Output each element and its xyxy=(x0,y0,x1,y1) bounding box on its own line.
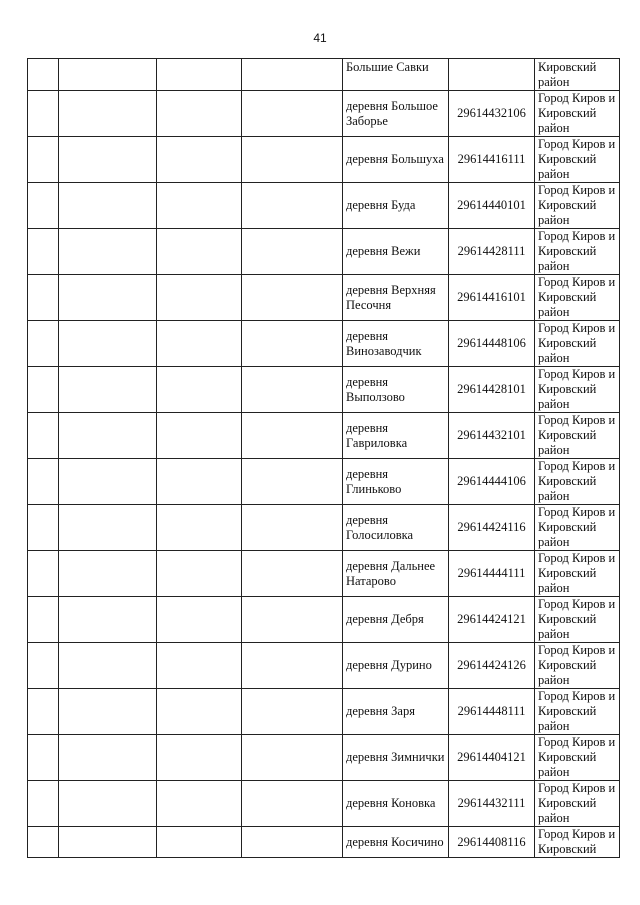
empty-cell xyxy=(28,275,59,321)
code-cell: 29614440101 xyxy=(449,183,535,229)
empty-cell xyxy=(157,735,242,781)
code-cell: 29614432111 xyxy=(449,781,535,827)
table-row xyxy=(28,229,620,275)
empty-cell xyxy=(59,689,157,735)
empty-cell xyxy=(242,597,343,643)
code-cell: 29614416111 xyxy=(449,137,535,183)
district-cell: Кировский район xyxy=(535,59,620,91)
code-cell: 29614424121 xyxy=(449,597,535,643)
empty-cell xyxy=(157,413,242,459)
code-cell: 29614404121 xyxy=(449,735,535,781)
code-cell: 29614424126 xyxy=(449,643,535,689)
settlement-cell: деревня Коновка xyxy=(343,781,449,827)
table-row xyxy=(28,367,620,413)
empty-cell xyxy=(28,827,59,858)
table-row xyxy=(28,275,620,321)
empty-cell xyxy=(242,183,343,229)
empty-cell xyxy=(242,229,343,275)
empty-cell xyxy=(28,597,59,643)
empty-cell xyxy=(242,689,343,735)
settlement-cell: деревня Дурино xyxy=(343,643,449,689)
empty-cell xyxy=(28,735,59,781)
settlement-cell: деревня Глиньково xyxy=(343,459,449,505)
settlement-cell: деревня Вежи xyxy=(343,229,449,275)
empty-cell xyxy=(59,91,157,137)
table-row xyxy=(28,551,620,597)
empty-cell xyxy=(28,137,59,183)
empty-cell xyxy=(59,551,157,597)
district-cell: Город Киров и Кировский район xyxy=(535,91,620,137)
code-cell: 29614444106 xyxy=(449,459,535,505)
settlements-table xyxy=(27,58,620,858)
code-cell: 29614444111 xyxy=(449,551,535,597)
district-cell: Город Киров и Кировский район xyxy=(535,643,620,689)
empty-cell xyxy=(28,689,59,735)
settlement-cell: деревня Буда xyxy=(343,183,449,229)
empty-cell xyxy=(59,59,157,91)
settlement-cell: деревня Гавриловка xyxy=(343,413,449,459)
empty-cell xyxy=(157,59,242,91)
district-cell: Город Киров и Кировский район xyxy=(535,597,620,643)
empty-cell xyxy=(59,643,157,689)
empty-cell xyxy=(157,597,242,643)
empty-cell xyxy=(157,459,242,505)
empty-cell xyxy=(28,183,59,229)
empty-cell xyxy=(157,827,242,858)
empty-cell xyxy=(59,367,157,413)
table-row xyxy=(28,781,620,827)
empty-cell xyxy=(59,413,157,459)
empty-cell xyxy=(157,551,242,597)
table-row xyxy=(28,505,620,551)
empty-cell xyxy=(59,735,157,781)
empty-cell xyxy=(242,275,343,321)
empty-cell xyxy=(242,91,343,137)
empty-cell xyxy=(28,781,59,827)
empty-cell xyxy=(157,689,242,735)
settlement-cell: деревня Дебря xyxy=(343,597,449,643)
settlement-cell: деревня Винозаводчик xyxy=(343,321,449,367)
empty-cell xyxy=(28,459,59,505)
empty-cell xyxy=(242,459,343,505)
page-number: 41 xyxy=(313,31,327,45)
settlement-cell: деревня Дальнее Натарово xyxy=(343,551,449,597)
code-cell: 29614408116 xyxy=(449,827,535,858)
table-row xyxy=(28,735,620,781)
settlement-cell: деревня Верхняя Песочня xyxy=(343,275,449,321)
table-row xyxy=(28,321,620,367)
empty-cell xyxy=(242,367,343,413)
empty-cell xyxy=(28,91,59,137)
code-cell: 29614428101 xyxy=(449,367,535,413)
district-cell: Город Киров и Кировский район xyxy=(535,551,620,597)
empty-cell xyxy=(242,59,343,91)
empty-cell xyxy=(242,643,343,689)
code-cell: 29614448106 xyxy=(449,321,535,367)
code-cell: 29614424116 xyxy=(449,505,535,551)
empty-cell xyxy=(242,781,343,827)
empty-cell xyxy=(157,643,242,689)
empty-cell xyxy=(157,505,242,551)
table-row xyxy=(28,643,620,689)
empty-cell xyxy=(59,183,157,229)
district-cell: Город Киров и Кировский район xyxy=(535,137,620,183)
empty-cell xyxy=(28,321,59,367)
settlement-cell: деревня Голосиловка xyxy=(343,505,449,551)
empty-cell xyxy=(242,321,343,367)
table-row xyxy=(28,413,620,459)
empty-cell xyxy=(157,321,242,367)
settlement-cell: деревня Большуха xyxy=(343,137,449,183)
empty-cell xyxy=(59,597,157,643)
settlement-cell: деревня Выползово xyxy=(343,367,449,413)
code-cell: 29614448111 xyxy=(449,689,535,735)
empty-cell xyxy=(157,137,242,183)
empty-cell xyxy=(28,643,59,689)
empty-cell xyxy=(157,275,242,321)
district-cell: Город Киров и Кировский район xyxy=(535,781,620,827)
district-cell: Город Киров и Кировский район xyxy=(535,275,620,321)
settlement-cell: деревня Заря xyxy=(343,689,449,735)
empty-cell xyxy=(242,137,343,183)
empty-cell xyxy=(28,367,59,413)
district-cell: Город Киров и Кировский район xyxy=(535,229,620,275)
empty-cell xyxy=(157,229,242,275)
empty-cell xyxy=(242,551,343,597)
code-cell: 29614432106 xyxy=(449,91,535,137)
empty-cell xyxy=(59,505,157,551)
settlement-cell: Большие Савки xyxy=(343,59,449,91)
empty-cell xyxy=(242,505,343,551)
code-cell xyxy=(449,59,535,91)
table-row xyxy=(28,827,620,858)
district-cell: Город Киров и Кировский район xyxy=(535,459,620,505)
table-row xyxy=(28,689,620,735)
empty-cell xyxy=(59,229,157,275)
empty-cell xyxy=(157,91,242,137)
district-cell: Город Киров и Кировский район xyxy=(535,183,620,229)
empty-cell xyxy=(28,59,59,91)
empty-cell xyxy=(157,781,242,827)
district-cell: Город Киров и Кировский район xyxy=(535,367,620,413)
district-cell: Город Киров и Кировский район xyxy=(535,321,620,367)
settlement-cell: деревня Большое Заборье xyxy=(343,91,449,137)
empty-cell xyxy=(59,827,157,858)
code-cell: 29614428111 xyxy=(449,229,535,275)
empty-cell xyxy=(28,505,59,551)
table-row xyxy=(28,597,620,643)
district-cell: Город Киров и Кировский xyxy=(535,827,620,858)
district-cell: Город Киров и Кировский район xyxy=(535,689,620,735)
table-body xyxy=(28,59,620,858)
empty-cell xyxy=(59,137,157,183)
empty-cell xyxy=(59,321,157,367)
settlement-cell: деревня Зимнички xyxy=(343,735,449,781)
table-row xyxy=(28,183,620,229)
empty-cell xyxy=(28,413,59,459)
empty-cell xyxy=(157,183,242,229)
district-cell: Город Киров и Кировский район xyxy=(535,735,620,781)
settlement-cell: деревня Косичино xyxy=(343,827,449,858)
table-row xyxy=(28,137,620,183)
code-cell: 29614416101 xyxy=(449,275,535,321)
empty-cell xyxy=(59,781,157,827)
empty-cell xyxy=(242,735,343,781)
table-row xyxy=(28,91,620,137)
empty-cell xyxy=(59,459,157,505)
empty-cell xyxy=(28,229,59,275)
district-cell: Город Киров и Кировский район xyxy=(535,505,620,551)
code-cell: 29614432101 xyxy=(449,413,535,459)
empty-cell xyxy=(242,413,343,459)
empty-cell xyxy=(157,367,242,413)
empty-cell xyxy=(242,827,343,858)
empty-cell xyxy=(59,275,157,321)
district-cell: Город Киров и Кировский район xyxy=(535,413,620,459)
empty-cell xyxy=(28,551,59,597)
table-row xyxy=(28,459,620,505)
table-row xyxy=(28,59,620,91)
